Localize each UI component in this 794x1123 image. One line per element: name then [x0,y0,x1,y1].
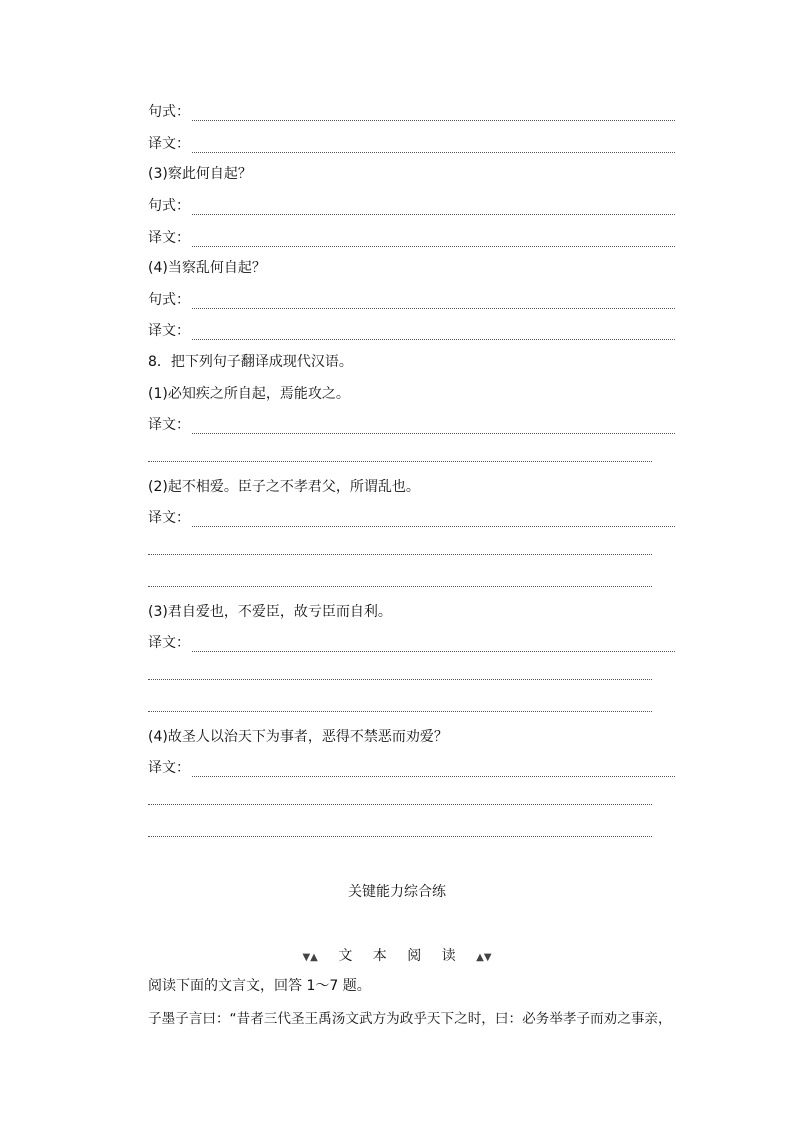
sentence-pattern-label: 句式： [148,198,190,214]
passage-text: 子墨子言曰：“昔者三代圣王禹汤文武方为政乎天下之时，曰：必务举孝子而劝之事亲， [148,1011,672,1027]
answer-blank[interactable] [148,586,652,587]
answer-blank[interactable] [148,711,652,712]
answer-blank[interactable] [192,202,675,215]
answer-line-translation[interactable] [148,416,675,434]
answer-blank[interactable] [192,421,675,434]
sentence-pattern-label: 句式： [148,292,190,308]
sentence-pattern-label: 句式： [148,104,190,120]
translation-label: 译文： [148,510,190,526]
question-7-item-3: (3)察此何自起？ [148,166,252,182]
subheading-char: 文 [338,948,353,964]
triangle-down-icon: ▼ [302,952,311,963]
answer-line-sentence-pattern[interactable] [148,291,675,309]
question-8-item-4: (4)故圣人以治天下为事者，恶得不禁恶而劝爱？ [148,729,448,745]
section-subheading [0,947,794,967]
section-heading: 关键能力综合练 [348,884,446,900]
question-8-item-2: (2)起不相爱。臣子之不孝君父，所谓乱也。 [148,479,420,495]
answer-line-translation[interactable] [148,634,675,652]
reading-instruction: 阅读下面的文言文，回答 1～7 题。 [148,978,371,994]
answer-blank[interactable] [192,514,675,527]
triangle-up-icon: ▲ [476,952,484,963]
answer-line-translation[interactable] [148,322,675,340]
answer-blank[interactable] [192,108,675,121]
answer-line-sentence-pattern[interactable] [148,197,675,215]
translation-label: 译文： [148,635,190,651]
question-8-title: 8．把下列句子翻译成现代汉语。 [148,354,353,370]
answer-blank[interactable] [148,461,652,462]
answer-blank[interactable] [192,764,675,777]
subheading-char: 本 [372,948,387,964]
answer-line-translation[interactable] [148,135,675,153]
answer-line-translation[interactable] [148,509,675,527]
translation-label: 译文： [148,230,190,246]
answer-blank[interactable] [192,234,675,247]
question-7-item-4: (4)当察乱何自起？ [148,260,266,276]
subheading-char: 读 [441,948,456,964]
answer-line-translation[interactable] [148,759,675,777]
triangle-down-icon: ▼ [483,952,492,963]
answer-blank[interactable] [192,639,675,652]
answer-blank[interactable] [148,554,652,555]
answer-blank[interactable] [192,140,675,153]
answer-line-translation[interactable] [148,229,675,247]
triangle-up-icon: ▲ [310,952,318,963]
subheading-char: 阅 [407,948,422,964]
translation-label: 译文： [148,760,190,776]
translation-label: 译文： [148,323,190,339]
answer-line-sentence-pattern[interactable] [148,103,675,121]
answer-blank[interactable] [148,679,652,680]
question-8-item-3: (3)君自爱也，不爱臣，故亏臣而自利。 [148,604,392,620]
answer-blank[interactable] [148,836,652,837]
question-8-item-1: (1)必知疾之所自起，焉能攻之。 [148,386,350,402]
translation-label: 译文： [148,136,190,152]
answer-blank[interactable] [192,327,675,340]
translation-label: 译文： [148,417,190,433]
answer-blank[interactable] [192,296,675,309]
answer-blank[interactable] [148,804,652,805]
